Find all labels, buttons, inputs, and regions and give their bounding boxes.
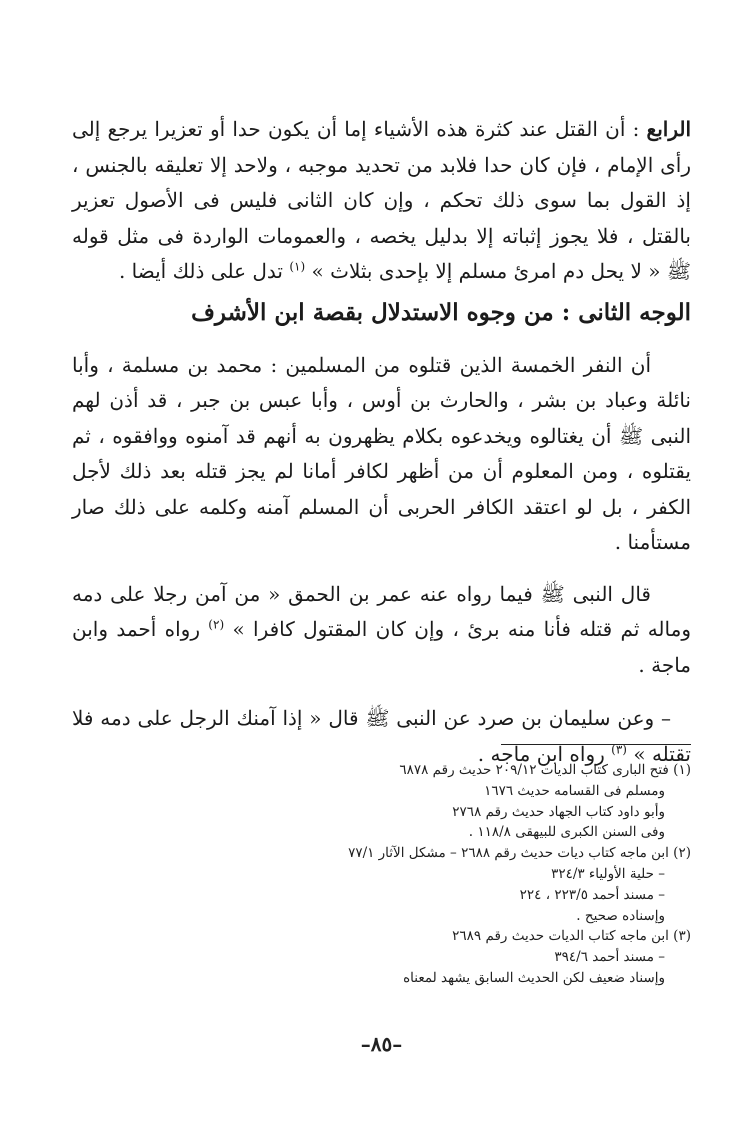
paragraph-fourth-point <box>72 112 691 290</box>
footnote-ref-3[interactable]: (٣) <box>611 741 627 756</box>
footnotes <box>72 760 691 989</box>
page-number: –٨٥– <box>360 1032 403 1056</box>
footnote-line: وإسناد ضعيف لكن الحديث السابق يشهد لمعناه <box>403 969 665 986</box>
footnote-line: ومسلم فى القسامه حديث ١٦٧٦ <box>484 782 665 799</box>
section-heading: الوجه الثانى : من وجوه الاستدلال بقصة ابن الأشرف <box>191 298 691 326</box>
paragraph-text: : أن القتل عند كثرة هذه الأشياء إما أن يكون حدا أو تعزيرا يرجع إلى رأى الإمام ، فإن كان حدا فلابد من تحديد موجبه ، ولاحد إلا تعليقه بالجنس ، إذ القول بما سوى ذلك تحكم ، وإن كان الثانى فليس فى الأصول تعزير بالقتل ، فلا يجوز إثباته إلا بدليل يخصه ، والعمومات الواردة فى مثل قوله ﷺ « لا يحل دم امرئ مسلم إلا بإحدى بثلاث » <box>72 117 692 283</box>
footnote-line: وإسناده صحيح . <box>576 907 665 924</box>
page-body <box>72 112 691 1125</box>
paragraph-text: – وعن سليمان بن صرد عن النبى ﷺ قال « إذا آمنك الرجل على دمه فلا تقتله » <box>72 706 691 766</box>
paragraph-assassins: أن النفر الخمسة الذين قتلوه من المسلمين : محمد بن مسلمة ، وأبا نائلة وعباد بن بشر ، والحارث بن أوس ، وأبا عبس بن جبر ، قد أذن لهم النبى ﷺ أن يغتالوه ويخدعوه بكلام يظهرون به أنهم قد آمنوه ووافقوه ، ثم يقتلوه ، ومن المعلوم أن من أظهر لكافر أمانا لم يجز قتله بعد ذلك لأجل الكفر ، بل لو اعتقد الكافر الحربى أن المسلم آمنه وكلمه على ذلك صار مستأمنا . <box>72 352 691 554</box>
paragraph-hadith-amr <box>72 577 691 684</box>
footnote-line: وفى السنن الكبرى للبيهقى ١١٨/٨ . <box>468 824 665 841</box>
footnote-line: وأبو داود كتاب الجهاد حديث رقم ٢٧٦٨ <box>452 803 665 820</box>
paragraph-tail: تدل على ذلك أيضا . <box>118 259 290 283</box>
paragraph-tail: رواه أحمد وابن ماجة . <box>72 617 691 677</box>
footnote-separator <box>501 744 691 745</box>
footnote-line: – حلية الأولياء ٣٢٤/٣ <box>551 865 665 882</box>
footnote-line: (١) فتح البارى كتاب الديات ٢٠٩/١٢ حديث رقم ٦٨٧٨ <box>399 762 691 778</box>
footnote-line: (٣) ابن ماجه كتاب الديات حديث رقم ٢٦٨٩ <box>452 928 691 945</box>
footnote-line: – مسند أحمد ٢٢٣/٥ ، ٢٢٤ <box>519 886 665 903</box>
paragraph-text: قال النبى ﷺ فيما رواه عنه عمر بن الحمق « من آمن رجلا على دمه وماله ثم قتله فأنا منه برئ ، وإن كان المقتول كافرا » <box>72 581 691 641</box>
footnote-line: – مسند أحمد ٣٩٤/٦ <box>554 949 665 966</box>
paragraph-lead-word: الرابع <box>646 117 691 141</box>
footnote-ref-2[interactable]: (٢) <box>208 617 225 632</box>
footnote-line: (٢) ابن ماجه كتاب ديات حديث رقم ٢٦٨٨ – مشكل الآثار ٧٧/١ <box>348 845 691 862</box>
footnote-ref-1[interactable]: (١) <box>289 259 306 274</box>
paragraph-tail: رواه ابن ماجه . <box>477 741 612 766</box>
